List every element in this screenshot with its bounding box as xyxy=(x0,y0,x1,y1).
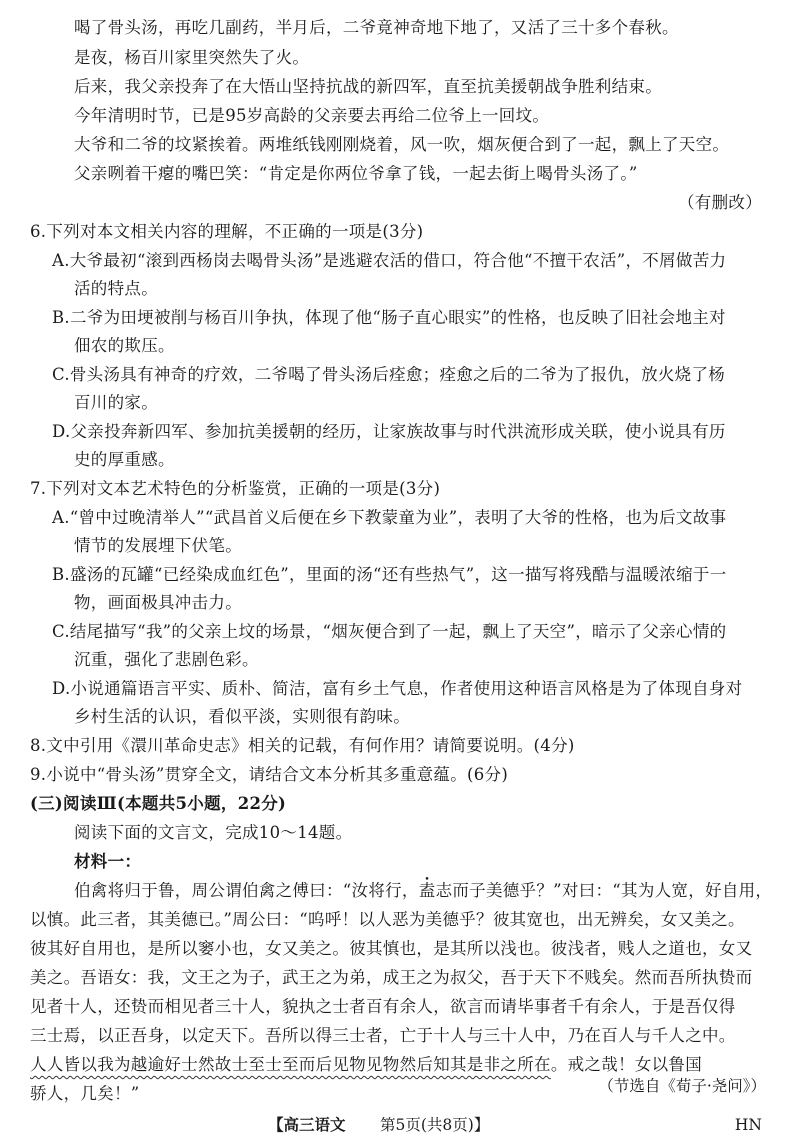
passage-line: 以慎。此三者，其美德已。”周公曰：“呜呼！以人恶为美德乎？彼其宽也，出无辨矣，女又美之。 xyxy=(30,910,745,929)
story-line: 今年清明时节，已是95岁高龄的父亲要去再给二位爷上一回坟。 xyxy=(74,106,550,125)
passage-line: 骄人，几矣！” xyxy=(30,1084,140,1103)
section-3-instruction: 阅读下面的文言文，完成10～14题。 xyxy=(74,823,353,842)
q7-option-b-cont: 物，画面极具冲击力。 xyxy=(74,593,242,612)
source-note: （有删改） xyxy=(678,193,762,212)
passage-line: 美之。吾语女：我，文王之为子，武王之为弟，成王之为叔父，吾于天下不贱矣。然而吾所执贽而 xyxy=(30,968,753,987)
q6-option-a: A.大爷最初“滚到西杨岗去喝骨头汤”是逃避农活的借口，符合他“不擅干农活”，不屑做苦力 xyxy=(52,251,727,270)
material-label: 材料一： xyxy=(74,852,142,871)
passage-line: 三士焉，以正吾身，以定天下。吾所以得三士者，亡于十人与三十人中，乃在百人与千人之中。 xyxy=(30,1026,736,1045)
passage-text: 志而子美德乎？”对曰：“其为人宽，好自用， xyxy=(435,881,773,900)
q7-option-a-cont: 情节的发展埋下伏笔。 xyxy=(74,536,242,555)
passage-text: 。戒之哉！女以鲁国 xyxy=(550,1055,703,1074)
story-line: 大爷和二爷的坟紧挨着。两堆纸钱刚刚烧着，风一吹，烟灰便合到了一起，飘上了天空。 xyxy=(74,135,730,154)
passage-line: 彼其好自用也，是所以窭小也，女又美之。彼其慎也，是其所以浅也。彼浅者，贱人之道也，女又 xyxy=(30,939,753,958)
q7-option-c: C.结尾描写“我”的父亲上坟的场景，“烟灰便合到了一起，飘上了天空”，暗示了父亲心情的 xyxy=(52,622,727,641)
q6-option-b: B.二爷为田埂被削与杨百川争执，体现了他“肠子直心眼实”的性格，也反映了旧社会地主对 xyxy=(52,308,726,327)
question-8: 8.文中引用《澴川革命史志》相关的记载，有何作用？请简要说明。(4分) xyxy=(30,736,575,755)
q6-option-b-cont: 佃农的欺压。 xyxy=(74,336,175,355)
story-line: 后来，我父亲投奔了在大悟山坚持抗战的新四军，直至抗美援朝战争胜利结束。 xyxy=(74,77,662,96)
passage-text: 伯禽将归于鲁，周公谓伯禽之傅曰：“汝将行， xyxy=(74,881,419,900)
question-7-stem: 7.下列对文本艺术特色的分析鉴赏，正确的一项是(3分) xyxy=(30,479,441,498)
question-9: 9.小说中“骨头汤”贯穿全文，请结合文本分析其多重意蕴。(6分) xyxy=(30,765,509,784)
footer-code: HN xyxy=(734,1116,762,1134)
story-line: 父亲咧着干瘪的嘴巴笑：“肯定是你两位爷拿了钱，一起去街上喝骨头汤了。” xyxy=(74,164,638,183)
passage-source: （节选自《荀子·尧问》） xyxy=(598,1077,766,1095)
q7-option-c-cont: 沉重，强化了悲剧色彩。 xyxy=(74,650,259,669)
question-6-stem: 6.下列对本文相关内容的理解，不正确的一项是(3分) xyxy=(30,222,424,241)
q6-option-d: D.父亲投奔新四军、参加抗美援朝的经历，让家族故事与时代洪流形成关联，使小说具有历 xyxy=(52,422,726,441)
section-3-heading: (三)阅读Ⅲ(本题共5小题，22分) xyxy=(30,794,287,813)
q6-option-c-cont: 百川的家。 xyxy=(74,393,158,412)
story-line: 是夜，杨百川家里突然失了火。 xyxy=(74,48,310,67)
q6-option-a-cont: 活的特点。 xyxy=(74,279,158,298)
q6-option-c: C.骨头汤具有神奇的疗效，二爷喝了骨头汤后痊愈；痊愈之后的二爷为了报仇，放火烧了杨 xyxy=(52,365,726,384)
q7-option-a: A.“曾中过晚清举人”“武昌首义后便在乡下教蒙童为业”，表明了大爷的性格，也为后文故事 xyxy=(52,508,727,527)
q7-option-d: D.小说通篇语言平实、质朴、简洁，富有乡土气息，作者使用这种语言风格是为了体现自身对 xyxy=(52,679,743,698)
footer-page-number: 第5页(共8页)】 xyxy=(380,1116,490,1134)
story-line: 喝了骨头汤，再吃几副药，半月后，二爷竟神奇地下地了，又活了三十多个春秋。 xyxy=(74,18,679,37)
q7-option-b: B.盛汤的瓦罐“已经染成血红色”，里面的汤“还有些热气”，这一描写将残酷与温暖浓缩于一 xyxy=(52,565,727,584)
q6-option-d-cont: 史的厚重感。 xyxy=(74,450,175,469)
passage-line: 见者十人，还贽而相见者三十人，貌执之士者百有余人，欲言而请毕事者千有余人，于是吾仅得 xyxy=(30,997,736,1016)
q7-option-d-cont: 乡村生活的认识，看似平淡，实则很有韵味。 xyxy=(74,707,410,726)
footer-subject: 【高三语文 xyxy=(268,1115,346,1134)
page-footer xyxy=(0,1113,800,1137)
emphasis-dot-char: 盍 xyxy=(418,881,436,900)
wavy-underlined-sentence: 人人皆以我为越逾好士然故士至士至而后见物见物然后知其是非之所在 xyxy=(30,1055,551,1074)
